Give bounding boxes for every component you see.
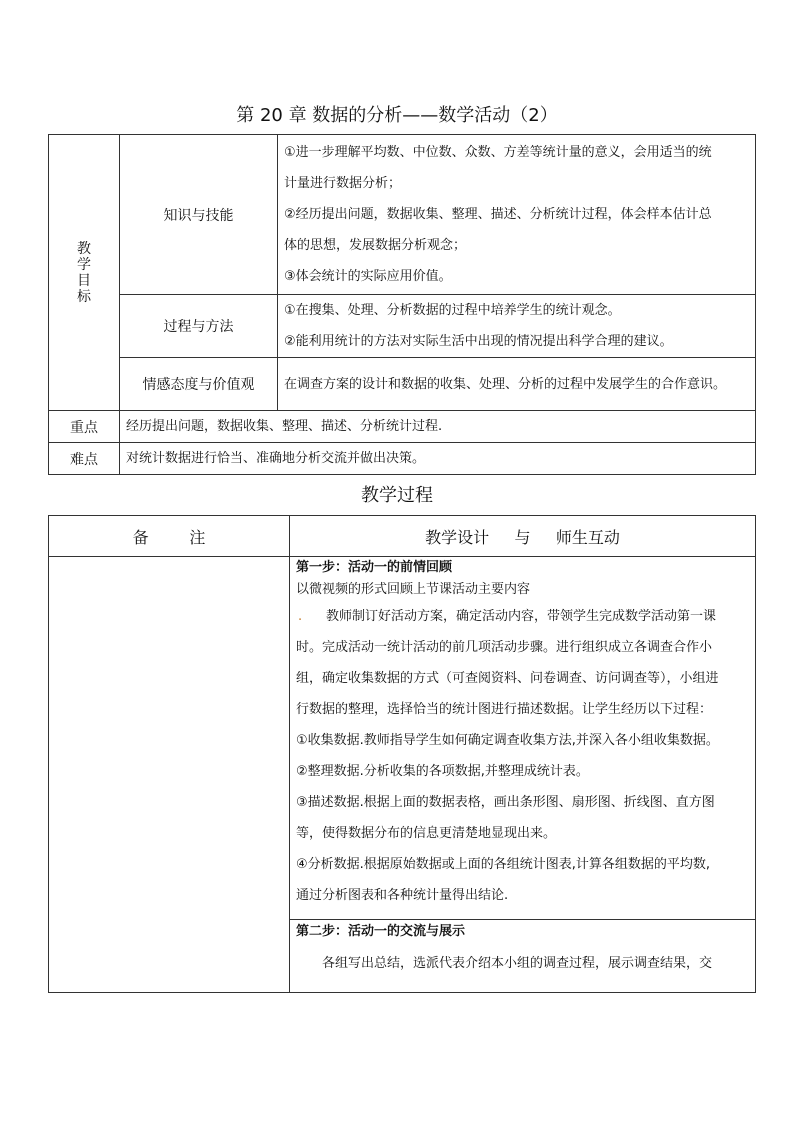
step1-intro: 以微视频的形式回顾上节课活动主要内容 bbox=[296, 582, 531, 597]
page-title: 第 20 章 数据的分析——数学活动（2） bbox=[236, 105, 558, 126]
difficulty-text: 对统计数据进行恰当、准确地分析交流并做出决策。 bbox=[120, 443, 756, 475]
step1-line: ①收集数据.教师指导学生如何确定调查收集方法,并深入各小组收集数据。 bbox=[296, 733, 719, 748]
section-content-attitude bbox=[278, 358, 756, 411]
goals-table bbox=[48, 134, 756, 475]
content-line: ①进一步理解平均数、中位数、众数、方差等统计量的意义，会用适当的统 bbox=[284, 145, 712, 160]
content-line: 体的思想，发展数据分析观念； bbox=[284, 238, 467, 253]
difficulty-label: 难点 bbox=[49, 443, 120, 475]
content-line: 在调查方案的设计和数据的收集、处理、分析的过程中发展学生的合作意识。 bbox=[284, 376, 727, 392]
notes-cell bbox=[49, 557, 290, 993]
step1-line: ③描述数据.根据上面的数据表格，画出条形图、扇形图、折线图、直方图 bbox=[296, 795, 715, 810]
content-line: ③体会统计的实际应用价值。 bbox=[284, 269, 452, 284]
key-text: 经历提出问题，数据收集、整理、描述、分析统计过程. bbox=[120, 411, 756, 443]
content-line: ②能利用统计的方法对实际生活中出现的情况提出科学合理的建议。 bbox=[284, 334, 673, 349]
content-line: 计量进行数据分析； bbox=[284, 176, 402, 191]
step1-line: 行数据的整理，选择恰当的统计图进行描述数据。让学生经历以下过程： bbox=[296, 702, 713, 717]
section-label-knowledge: 知识与技能 bbox=[120, 135, 278, 295]
section-label-attitude: 情感态度与价值观 bbox=[120, 358, 278, 411]
key-label: 重点 bbox=[49, 411, 120, 443]
content-line: ②经历提出问题，数据收集、整理、描述、分析统计过程，体会样本估计总 bbox=[284, 207, 712, 222]
step1-line: 等，使得数据分布的信息更清楚地显现出来。 bbox=[296, 826, 557, 841]
goals-label: 教学目标 bbox=[77, 240, 91, 305]
step1-line: ②整理数据.分析收集的各项数据,并整理成统计表。 bbox=[296, 764, 589, 779]
goals-label-cell bbox=[49, 135, 120, 411]
step1-heading: 第一步：活动一的前情回顾 bbox=[296, 560, 453, 575]
step1-line: 通过分析图表和各种统计量得出结论. bbox=[296, 888, 509, 903]
process-title: 教学过程 bbox=[361, 485, 433, 506]
notes-header: 备 注 bbox=[49, 516, 290, 557]
step1-dot: . bbox=[298, 609, 303, 624]
process-table bbox=[48, 515, 756, 993]
step1-line: ④分析数据.根据原始数据或上面的各组统计图表,计算各组数据的平均数, bbox=[296, 857, 711, 872]
step2-heading: 第二步：活动一的交流与展示 bbox=[296, 924, 466, 939]
section-content-process bbox=[278, 295, 756, 358]
content-line bbox=[290, 601, 755, 632]
step2-cell bbox=[290, 920, 756, 993]
step1-cell bbox=[290, 557, 756, 920]
section-content-knowledge bbox=[278, 135, 756, 295]
step1-line: 教师制订好活动方案，确定活动内容，带领学生完成数学活动第一课 bbox=[326, 609, 717, 624]
step2-line: 各组写出总结，选派代表介绍本小组的调查过程，展示调查结果，交 bbox=[322, 956, 713, 971]
section-label-process: 过程与方法 bbox=[120, 295, 278, 358]
step1-line: 组，确定收集数据的方式（可查阅资料、问卷调查、访问调查等），小组进 bbox=[296, 671, 719, 686]
step1-line: 时。完成活动一统计活动的前几项活动步骤。进行组织成立各调查合作小 bbox=[296, 640, 713, 655]
design-header: 教学设计 与 师生互动 bbox=[290, 516, 756, 557]
content-line: ①在搜集、处理、分析数据的过程中培养学生的统计观念。 bbox=[284, 303, 621, 318]
